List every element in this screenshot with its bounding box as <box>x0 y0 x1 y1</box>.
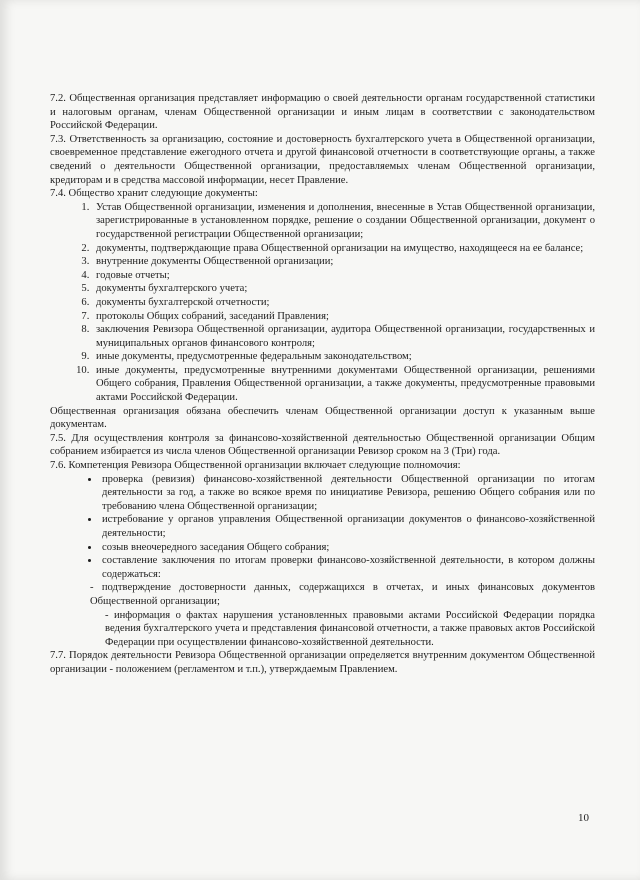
sub-item-confirmation: - подтверждение достоверности данных, содержащихся в отчетах, и иных финансовых документов Общественной организации; <box>90 582 595 607</box>
list-item: 9. иные документы, предусмотренные федеральным законодательством; <box>92 350 595 364</box>
paragraph-7-3: 7.3. Ответственность за организацию, состояние и достоверность бухгалтерского учета в Общественной организации, своевременное представление ежегодного отчета и другой финансовой отчетности в соответствующие органы, а также сведений о деятельности Общественной организации, предоставляемых членам Общественной организации, кредиторам и в средства массовой информации, несет Правление. <box>50 133 595 186</box>
list-item: 1. Устав Общественной организации, изменения и дополнения, внесенные в Устав Общественной организации, зарегистрированные в установленном порядке, решение о создании Общественной организации, документ о государственной регистрации Общественной организации; <box>92 201 595 242</box>
list-item: 8. заключения Ревизора Общественной организации, аудитора Общественной организации, государственных и муниципальных органов финансового контроля; <box>92 323 595 350</box>
list-item: 3. внутренние документы Общественной организации; <box>92 255 595 269</box>
stored-documents-list <box>50 201 595 405</box>
list-item: 2. документы, подтверждающие права Общественной организации на имущество, находящееся на ее балансе; <box>92 242 595 256</box>
list-item: • истребование у органов управления Общественной организации документов о финансово-хозяйственной деятельности; <box>100 513 595 540</box>
list-item: 7. протоколы Общих собраний, заседаний Правления; <box>92 310 595 324</box>
page-number: 10 <box>578 812 589 824</box>
paragraph-7-5: 7.5. Для осуществления контроля за финансово-хозяйственной деятельностью Общественной организации Общим собранием избирается из числа членов Общественной организации Ревизор сроком на 3 (Три) года. <box>50 432 595 458</box>
document-body <box>50 92 595 677</box>
paragraph-7-2: 7.2. Общественная организация представляет информацию о своей деятельности органам государственной статистики и налоговым органам, членам Общественной организации и иным лицам в соответствии с законодательством Российской Федерации. <box>50 93 595 132</box>
paragraph-7-4-intro: 7.4. Общество хранит следующие документы: <box>50 188 258 200</box>
list-item: 10. иные документы, предусмотренные внутренними документами Общественной организации, решениями Общего собрания, Правления Общественной организации, а также документы, предусмотренные правовыми актами Российской Федерации. <box>92 364 595 405</box>
list-item: 4. годовые отчеты; <box>92 269 595 283</box>
list-item: • созыв внеочередного заседания Общего собрания; <box>100 541 595 555</box>
sub-item-violations: - информация о фактах нарушения установленных правовыми актами Российской Федерации порядка ведения бухгалтерского учета и представления финансовой отчетности, а также правовых актов Российской Федерации при осуществлении финансово-хозяйственной деятельности. <box>105 609 595 648</box>
list-item: • проверка (ревизия) финансово-хозяйственной деятельности Общественной организации по итогам деятельности за год, а также во всякое время по инициативе Ревизора, решению Общего собрания или по требованию члена Общественной организации; <box>100 473 595 514</box>
paragraph-7-4-access: Общественная организация обязана обеспечить членам Общественной организации доступ к указанным выше документам. <box>50 405 595 431</box>
list-item: 6. документы бухгалтерской отчетности; <box>92 296 595 310</box>
auditor-powers-list <box>50 473 595 582</box>
paragraph-7-6-intro: 7.6. Компетенция Ревизора Общественной организации включает следующие полномочия: <box>50 460 461 472</box>
paragraph-7-7: 7.7. Порядок деятельности Ревизора Общественной организации определяется внутренним документом Общественной организации - положением (регламентом и т.п.), утверждаемым Правлением. <box>50 650 595 675</box>
list-item: 5. документы бухгалтерского учета; <box>92 282 595 296</box>
list-item: • составление заключения по итогам проверки финансово-хозяйственной деятельности, в котором должны содержаться: <box>100 554 595 581</box>
